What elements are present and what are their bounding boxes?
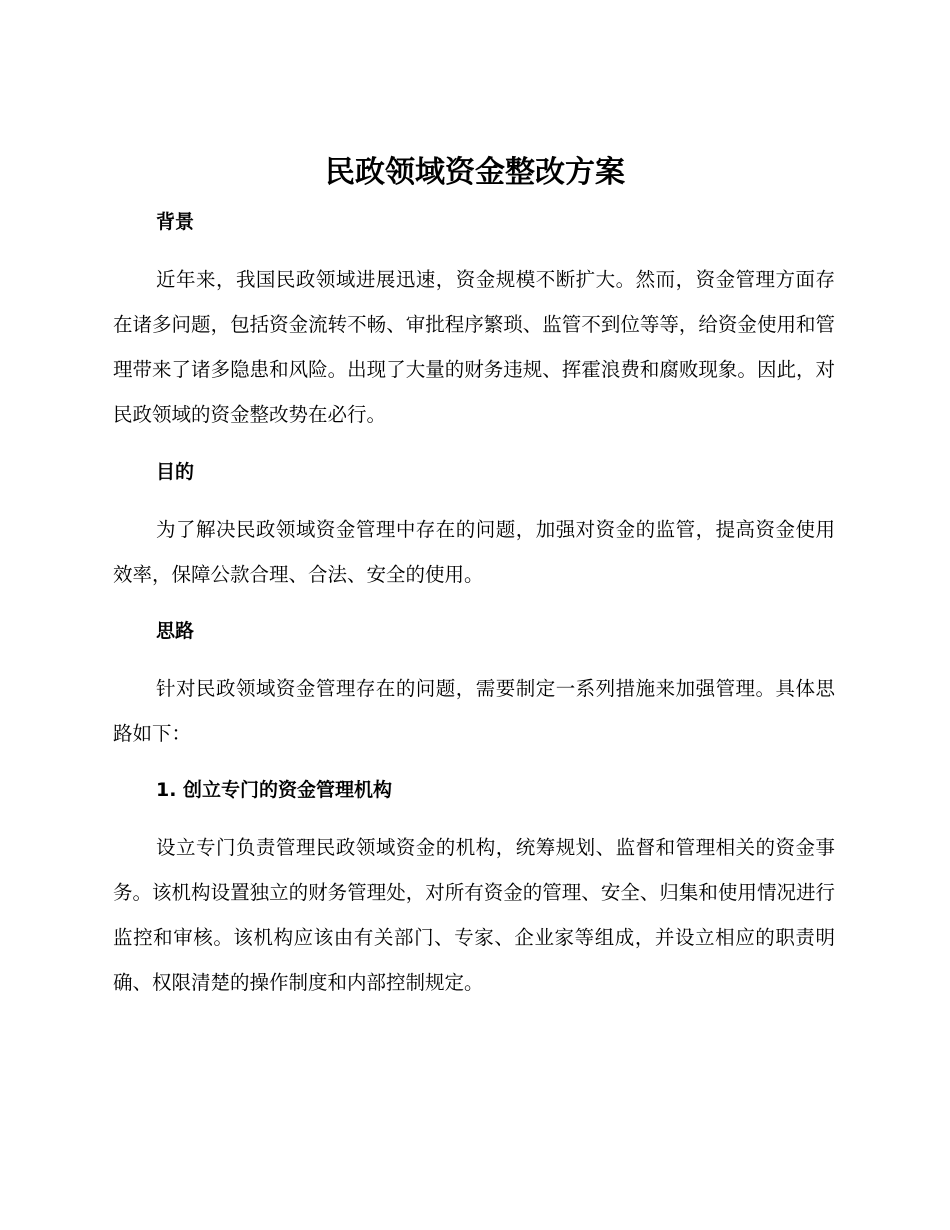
section-heading-background: 背景 (156, 211, 195, 233)
section-paragraph-purpose: 为了解决民政领域资金管理中存在的问题，加强对资金的监管，提高资金使用效率，保障公款合理、合法、安全的使用。 (113, 518, 835, 586)
section-paragraph-step-1: 设立专门负责管理民政领域资金的机构，统筹规划、监督和管理相关的资金事务。该机构设置独立的财务管理处，对所有资金的管理、安全、归集和使用情况进行监控和审核。该机构应该由有关部门、专家、企业家等组成，并设立相应的职责明确、权限清楚的操作制度和内部控制规定。 (113, 836, 835, 994)
section-heading-purpose: 目的 (156, 461, 195, 483)
section-heading-step-1: 1. 创立专门的资金管理机构 (156, 779, 393, 801)
document-title: 民政领域资金整改方案 (325, 155, 625, 190)
section-paragraph-approach: 针对民政领域资金管理存在的问题，需要制定一系列措施来加强管理。具体思路如下： (113, 677, 835, 745)
section-paragraph-background: 近年来，我国民政领域进展迅速，资金规模不断扩大。然而，资金管理方面存在诸多问题，包括资金流转不畅、审批程序繁琐、监管不到位等等，给资金使用和管理带来了诸多隐患和风险。出现了大量的财务违规、挥霍浪费和腐败现象。因此，对民政领域的资金整改势在必行。 (113, 268, 835, 426)
section-heading-approach: 思路 (156, 620, 195, 642)
